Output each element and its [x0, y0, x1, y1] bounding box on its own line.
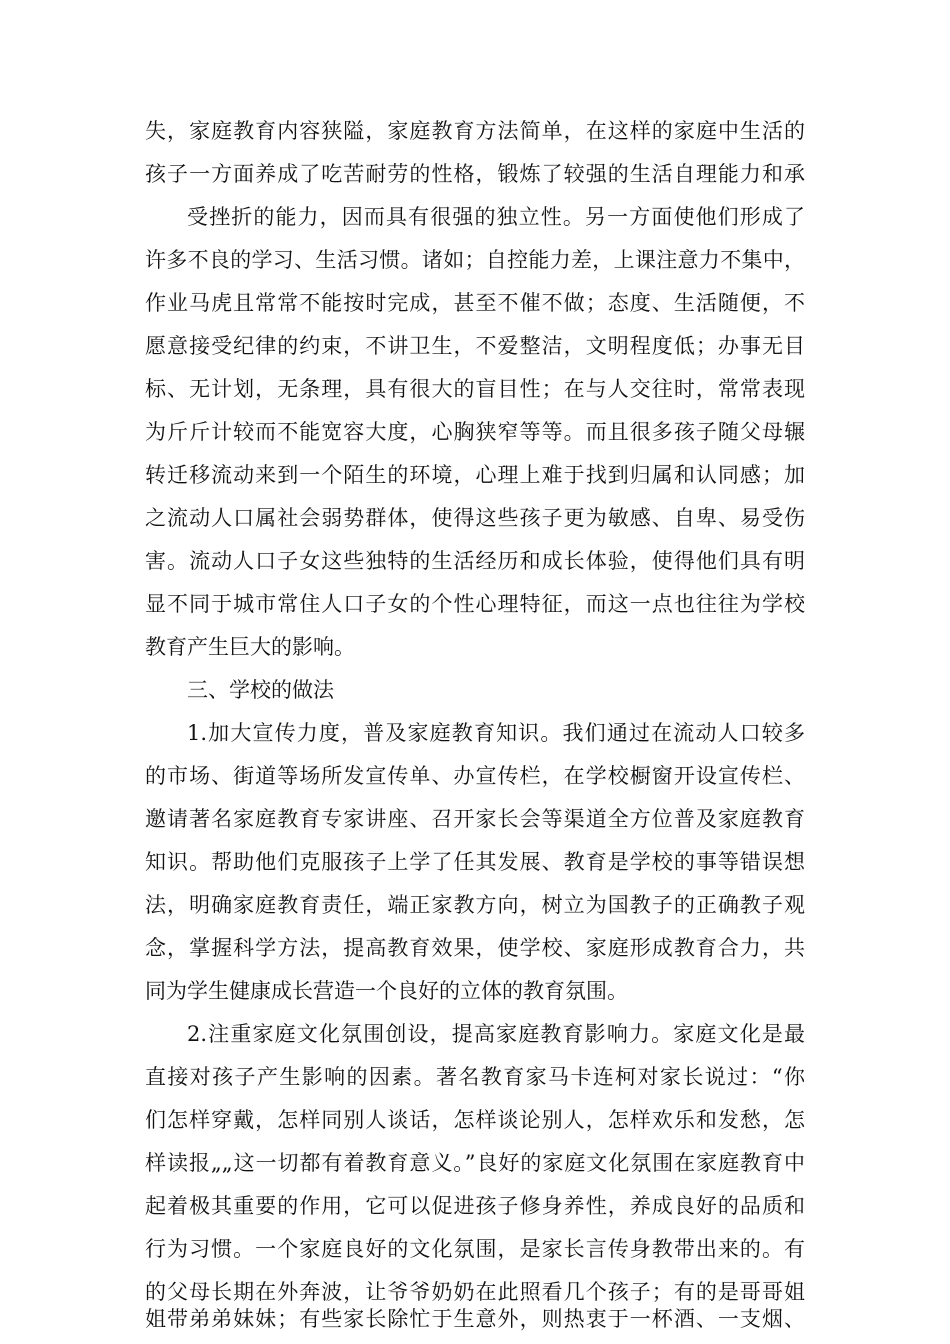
- text-line: 1.加大宣传力度，普及家庭教育知识。我们通过在流动人口较多: [187, 721, 805, 745]
- text-line: 们怎样穿戴，怎样同别人谈话，怎样谈论别人，怎样欢乐和发愁，怎: [145, 1108, 805, 1132]
- text-line: 2.注重家庭文化氛围创设，提高家庭教育影响力。家庭文化是最: [187, 1022, 805, 1046]
- text-line: 同为学生健康成长营造一个良好的立体的教育氛围。: [145, 979, 628, 1003]
- text-line: 的父母长期在外奔波，让爷爷奶奶在此照看几个孩子；有的是哥哥姐: [145, 1280, 805, 1304]
- text-line: 的市场、街道等场所发宣传单、办宣传栏，在学校橱窗开设宣传栏、: [145, 764, 805, 788]
- text-line: 愿意接受纪律的约束，不讲卫生，不爱整洁，文明程度低；办事无目: [145, 334, 805, 358]
- text-line: 标、无计划，无条理，具有很大的盲目性；在与人交往时，常常表现: [145, 377, 805, 401]
- text-line: 法，明确家庭教育责任，端正家教方向，树立为国教子的正确教子观: [145, 893, 805, 917]
- text-line: 姐带弟弟妹妹；有些家长除忙于生意外，则热衷于一杯酒、一支烟、: [145, 1307, 805, 1331]
- text-line: 直接对孩子产生影响的因素。著名教育家马卡连柯对家长说过：“你: [145, 1065, 805, 1089]
- text-line: 显不同于城市常住人口子女的个性心理特征，而这一点也往往为学校: [145, 592, 805, 616]
- text-line: 害。流动人口子女这些独特的生活经历和成长体验，使得他们具有明: [145, 549, 805, 573]
- text-line: 许多不良的学习、生活习惯。诸如；自控能力差，上课注意力不集中，: [145, 248, 805, 272]
- text-line: 教育产生巨大的影响。: [145, 635, 355, 659]
- text-line: 为斤斤计较而不能宽容大度，心胸狭窄等等。而且很多孩子随父母辗: [145, 420, 805, 444]
- text-line: 孩子一方面养成了吃苦耐劳的性格，锻炼了较强的生活自理能力和承: [145, 162, 805, 186]
- text-line: 念，掌握科学方法，提高教育效果，使学校、家庭形成教育合力，共: [145, 936, 805, 960]
- text-line: 作业马虎且常常不能按时完成，甚至不催不做；态度、生活随便，不: [145, 291, 805, 315]
- text-line: 之流动人口属社会弱势群体，使得这些孩子更为敏感、自卑、易受伤: [145, 506, 805, 530]
- text-line: 起着极其重要的作用，它可以促进孩子修身养性，养成良好的品质和: [145, 1194, 805, 1218]
- text-line: 转迁移流动来到一个陌生的环境，心理上难于找到归属和认同感；加: [145, 463, 805, 487]
- text-line: 邀请著名家庭教育专家讲座、召开家长会等渠道全方位普及家庭教育: [145, 807, 805, 831]
- text-line: 失，家庭教育内容狭隘，家庭教育方法简单，在这样的家庭中生活的: [145, 119, 805, 143]
- section-heading: 三、学校的做法: [187, 678, 334, 702]
- text-line: 知识。帮助他们克服孩子上学了任其发展、教育是学校的事等错误想: [145, 850, 805, 874]
- text-line: 受挫折的能力，因而具有很强的独立性。另一方面使他们形成了: [187, 205, 805, 229]
- text-line: 行为习惯。一个家庭良好的文化氛围，是家长言传身教带出来的。有: [145, 1237, 805, 1261]
- text-line: 样读报„„这一切都有着教育意义。”良好的家庭文化氛围在家庭教育中: [145, 1151, 805, 1175]
